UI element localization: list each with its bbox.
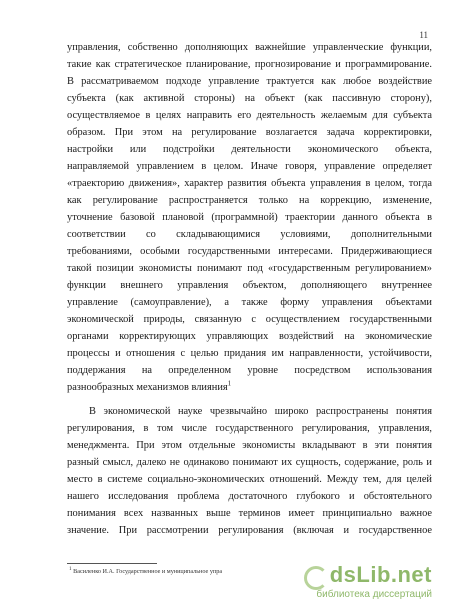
text-line: такие как стратегическое планирование, прогнозирование и программирование. [67, 59, 432, 70]
footnote-divider [67, 563, 157, 564]
text-line: соответствии со складывающимися условиями, дополнительными [67, 229, 432, 240]
text-line: менеджмента. При этом отдельные экономисты вкладывают в эти понятия [67, 440, 432, 451]
text-line: управления, собственно дополняющих важнейшие управленческие функции, [67, 42, 432, 53]
text-line: поддержания на определенном уровне посредством использования [67, 365, 432, 376]
text-line: требованиями, особыми государственными интересами. Придерживающиеся [67, 246, 432, 257]
text-line: субъекта (как активной стороны) на объект (как пассивную сторону), [67, 93, 432, 104]
page-number: 11 [419, 30, 428, 40]
text-line: осуществляемое в целях направить его деятельность желаемым для субъекта [67, 110, 432, 121]
watermark-swirl-icon [304, 566, 328, 590]
text-line: регулирования, в том числе государственного регулирования, управления, [67, 423, 432, 434]
watermark-logo: dsLib.net [329, 562, 432, 587]
text-line: такой позиции экономисты понимают под «государственным регулированием» [67, 263, 432, 274]
text-line: направляемой управлением в целом. Иначе говоря, управление определяет [67, 161, 432, 172]
text-line: образом. При этом на регулирование возлагается задача корректировки, [67, 127, 432, 138]
footnote [69, 566, 222, 575]
watermark [312, 562, 432, 606]
text-line-indent: В экономической науке чрезвычайно широко распространены понятия [89, 406, 432, 417]
text-line: В рассматриваемом подходе управление трактуется как любое воздействие [67, 76, 432, 87]
text-line: место в системе социально-экономических отношений. Между тем, для целей [67, 474, 432, 485]
text-line: экономической природы, связанную с осуществлением государственными [67, 314, 432, 325]
body-text [67, 39, 432, 539]
footnote-marker: 1 [69, 566, 72, 572]
footnote-text: Василенко И.А. Государственное и муниципальное упра [73, 568, 223, 576]
text-line: как регулирование распространяется только на коррекцию, изменение, [67, 195, 432, 206]
text-line: понимания всех названных выше терминов имеет принципиально важное [67, 508, 432, 519]
text-line: органами корректирующих управляющих воздействий на экономические [67, 331, 432, 342]
text-line: нашего исследования проблема достаточного глубокого и обстоятельного [67, 491, 432, 502]
watermark-subtitle: библиотека диссертаций [316, 589, 432, 600]
text-line: «траекторию движения», характер развития объекта управления в целом, тогда [67, 178, 432, 189]
text-line: настройки или подстройки деятельности экономического объекта, [67, 144, 432, 155]
text-line: функции внешнего управления объектом, дополняющего внутреннее [67, 280, 432, 291]
text-line: разный смысл, далеко не одинаково понимают их сущность, содержание, роль и [67, 457, 432, 468]
text-line-last [67, 379, 432, 396]
text-line: процессы и отношения с целью придания им направленности, устойчивости, [67, 348, 432, 359]
text-line: управление (самоуправление), а также форму управления объектами [67, 297, 432, 308]
text-line: значение. При рассмотрении регулирования (включая и государственное [67, 525, 432, 536]
footnote-ref[interactable]: 1 [227, 379, 232, 388]
paragraph-end-text: разнообразных механизмов влияния [67, 382, 228, 393]
text-line: уточнение базовой плановой (программной) траектории данного объекта в [67, 212, 432, 223]
